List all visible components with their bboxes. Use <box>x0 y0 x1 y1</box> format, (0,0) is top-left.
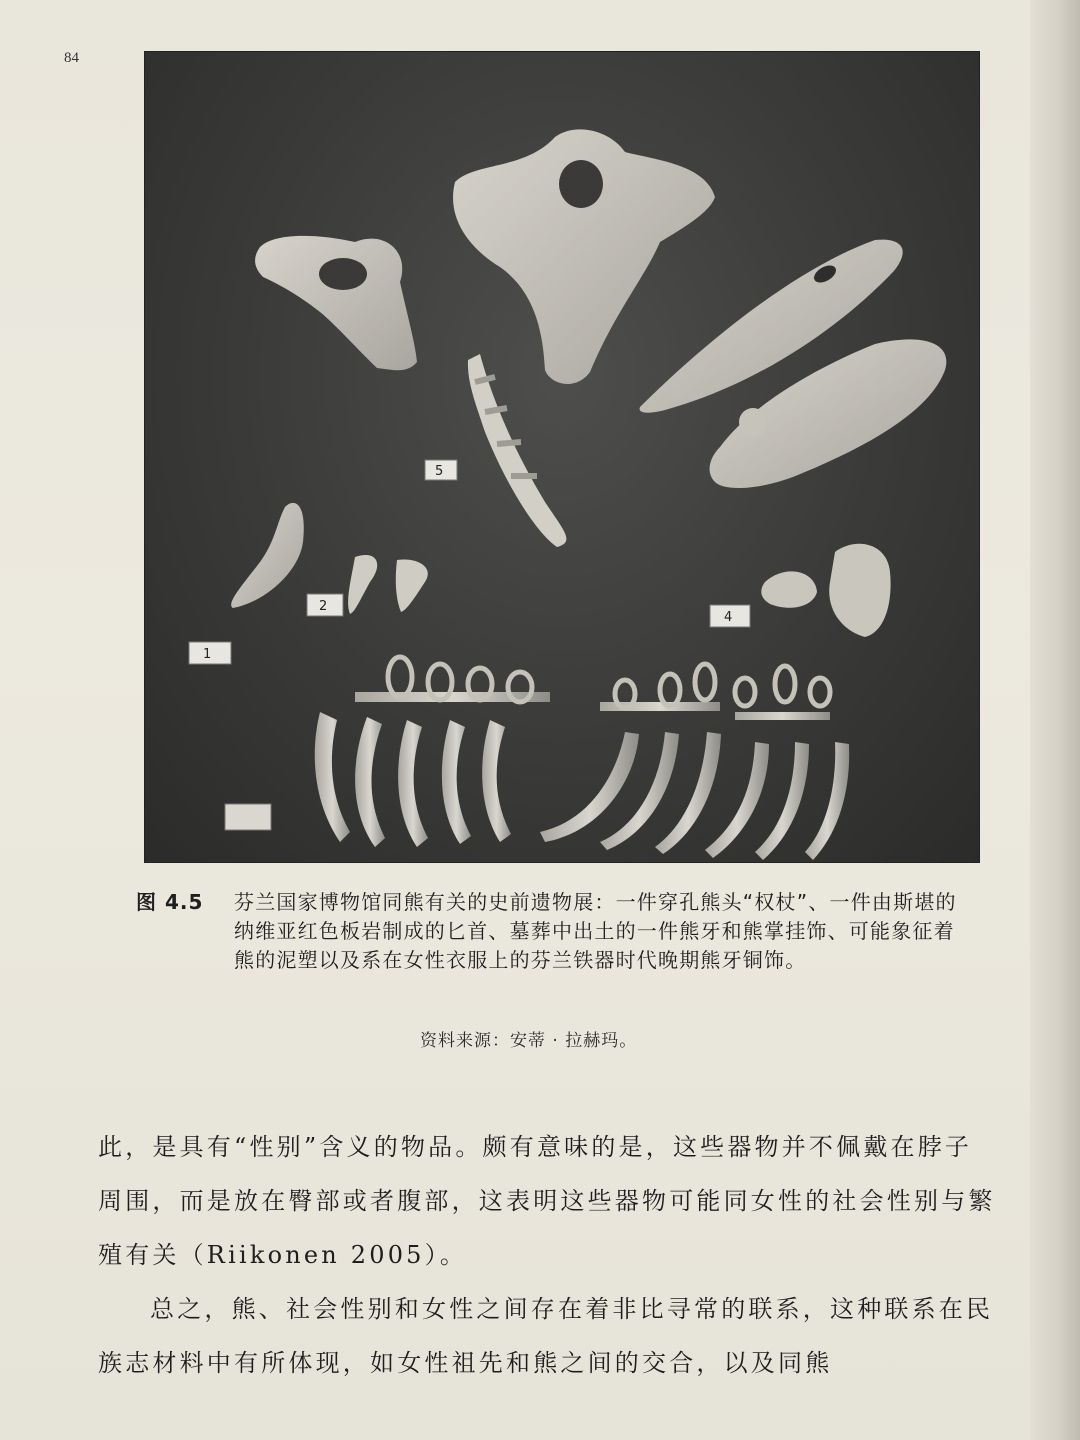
figure-caption-text: 芬兰国家博物馆同熊有关的史前遗物展：一件穿孔熊头“权杖”、一件由斯堪的纳维亚红色板岩制成的匕首、墓葬中出土的一件熊牙和熊掌挂饰、可能象征着熊的泥塑以及系在女性衣服上的芬兰铁器时代晚期熊牙铜饰。 <box>234 890 957 972</box>
bear-tooth <box>231 503 304 608</box>
svg-text:2: 2 <box>319 599 328 614</box>
figure-source: 资料来源：安蒂 · 拉赫玛。 <box>420 1031 638 1051</box>
svg-text:5: 5 <box>435 464 444 479</box>
bronze-bear-tooth-ornament-right <box>705 666 849 860</box>
body-paragraph-1: 此，是具有“性别”含义的物品。颇有意味的是，这些器物并不佩戴在脖子周围，而是放在臀部或者腹部，这表明这些器物可能同女性的社会性别与繁殖有关（Riikonen 2005）。 <box>98 1133 996 1269</box>
label-tag-2 <box>307 594 343 616</box>
bear-claw-pendants <box>348 555 428 614</box>
slate-dagger <box>468 354 566 547</box>
body-paragraph-2: 总之，熊、社会性别和女性之间存在着非比寻常的联系，这种联系在民族志材料中有所体现，如女性祖先和熊之间的交合，以及同熊 <box>98 1295 994 1377</box>
bronze-bear-tooth-ornament-left <box>315 657 550 847</box>
bronze-bear-tooth-ornament-middle <box>540 664 721 854</box>
label-tag-5 <box>425 460 457 480</box>
svg-text:4: 4 <box>724 610 733 625</box>
label-tag-4 <box>710 605 750 627</box>
svg-text:1: 1 <box>203 647 212 662</box>
glass-plate <box>225 804 271 830</box>
large-bear-head-mace <box>453 129 715 384</box>
figure-caption-number: 图 4.5 <box>136 890 204 914</box>
body-text <box>98 1120 998 1390</box>
label-tag-1 <box>189 642 231 664</box>
page-edge-shadow <box>1030 0 1080 1440</box>
small-bear-head-mace <box>255 236 417 370</box>
artifact-photo-illustration <box>145 52 979 862</box>
clay-fragments <box>761 544 890 637</box>
figure-photo <box>145 52 979 862</box>
page-number: 84 <box>64 50 79 66</box>
